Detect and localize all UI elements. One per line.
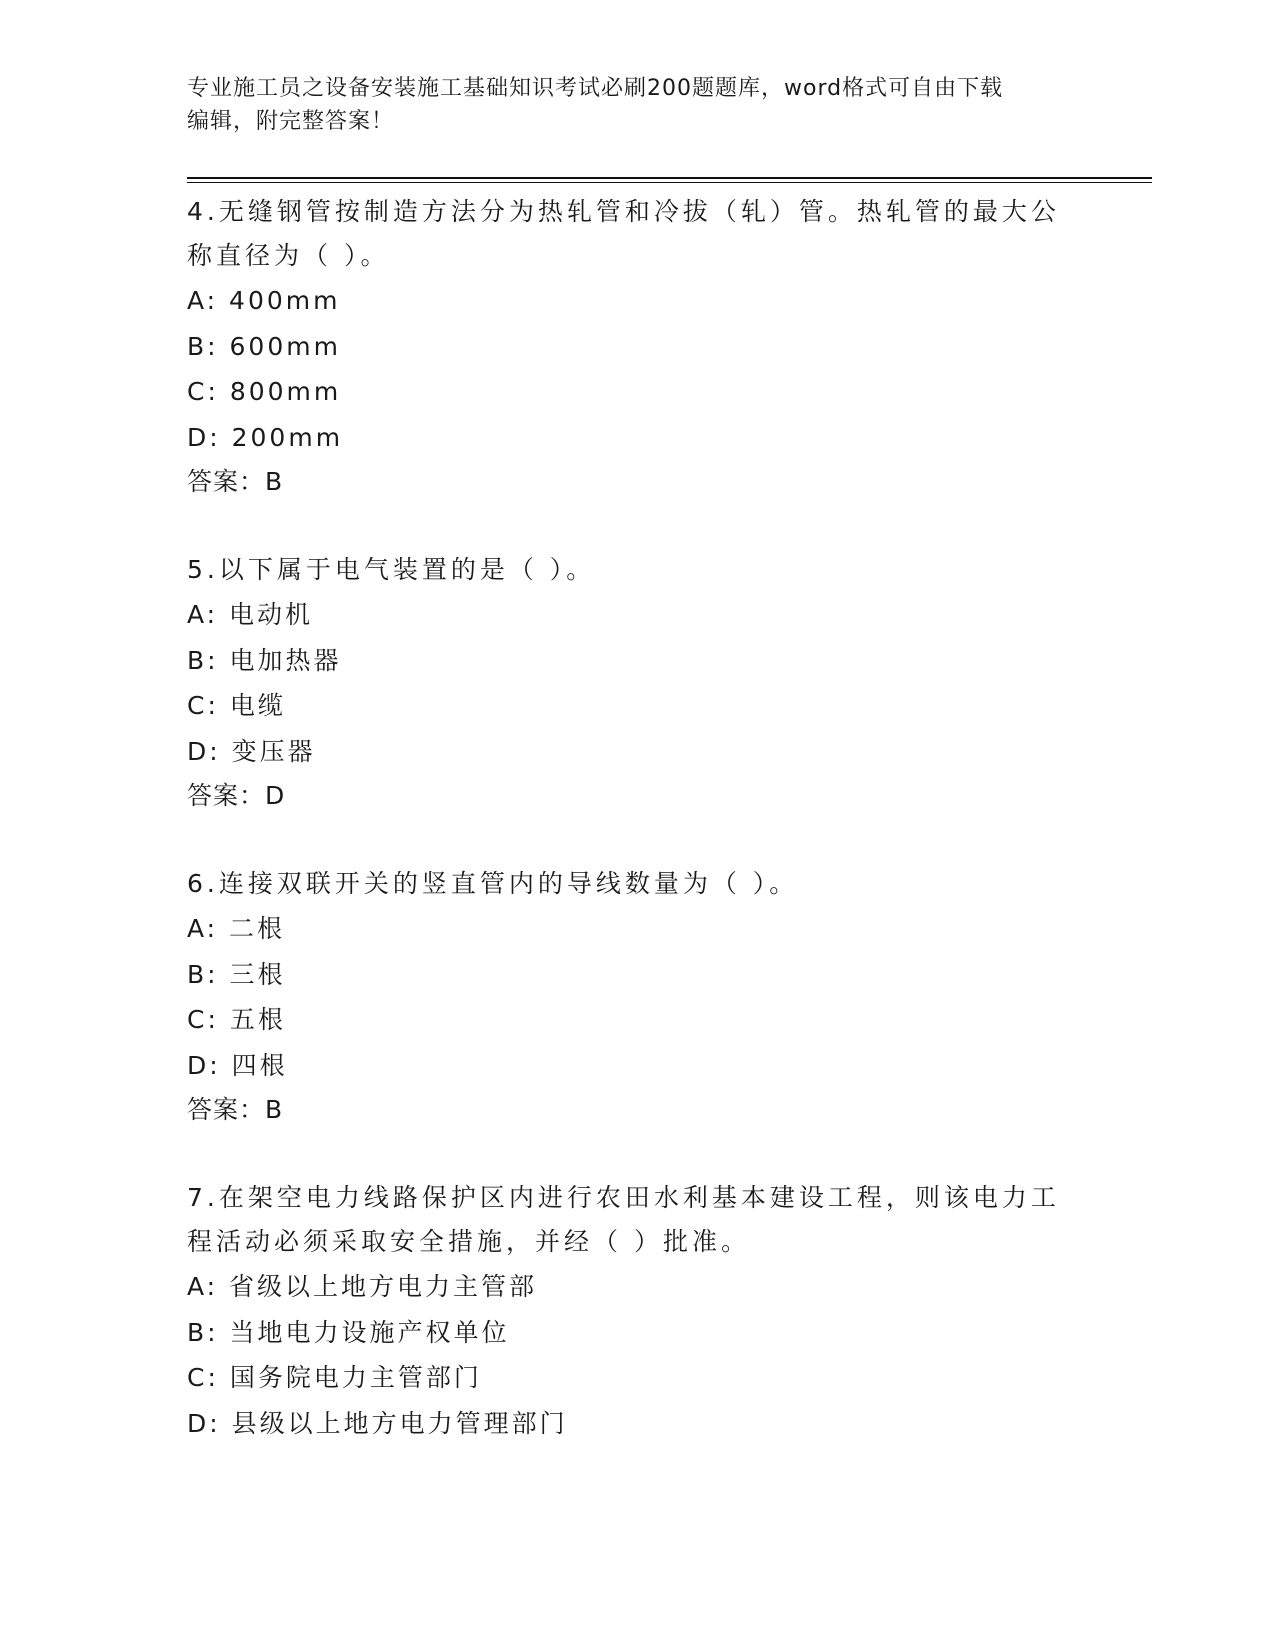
question-stem-line: 6.连接双联开关的竖直管内的导线数量为（ ）。 xyxy=(187,869,799,898)
option-a: A: 电动机 xyxy=(187,600,314,629)
option-b: B: 600mm xyxy=(187,331,341,361)
question-list xyxy=(187,190,1087,1490)
option-d: D: 200mm xyxy=(187,422,344,452)
option-c: C: 五根 xyxy=(187,1005,286,1034)
question-stem-line: 4.无缝钢管按制造方法分为热轧管和冷拔（轧）管。热轧管的最大公 xyxy=(187,197,1060,226)
question-stem-line: 程活动必须采取安全措施，并经（ ）批准。 xyxy=(187,1227,750,1256)
option-b: B: 当地电力设施产权单位 xyxy=(187,1317,510,1347)
option-a: A: 400mm xyxy=(187,286,341,315)
answer-label: 答案：B xyxy=(187,467,284,496)
question-7 xyxy=(187,1176,1087,1446)
option-c: C: 电缆 xyxy=(187,691,286,720)
question-stem-line: 称直径为（ ）。 xyxy=(187,241,390,270)
question-4 xyxy=(187,190,1087,504)
header-divider-thick xyxy=(187,177,1152,179)
option-d: D: 四根 xyxy=(187,1050,288,1080)
header-line-2: 编辑，附完整答案！ xyxy=(187,109,395,134)
question-stem-line: 5.以下属于电气装置的是（ ）。 xyxy=(187,555,596,584)
header-divider-thin xyxy=(187,182,1152,183)
option-d: D: 变压器 xyxy=(187,736,316,766)
option-b: B: 三根 xyxy=(187,959,286,989)
answer-label: 答案：B xyxy=(187,1095,284,1124)
question-6 xyxy=(187,862,1087,1132)
question-5 xyxy=(187,548,1087,818)
option-a: A: 二根 xyxy=(187,914,286,943)
option-b: B: 电加热器 xyxy=(187,645,342,675)
option-c: C: 800mm xyxy=(187,377,342,406)
answer-label: 答案：D xyxy=(187,781,286,810)
option-d: D: 县级以上地方电力管理部门 xyxy=(187,1408,568,1438)
option-a: A: 省级以上地方电力主管部 xyxy=(187,1272,538,1301)
option-c: C: 国务院电力主管部门 xyxy=(187,1363,482,1392)
document-header xyxy=(187,72,1087,138)
question-stem-line: 7.在架空电力线路保护区内进行农田水利基本建设工程，则该电力工 xyxy=(187,1183,1060,1212)
header-line-1: 专业施工员之设备安装施工基础知识考试必刷200题题库，word格式可自由下载 xyxy=(187,76,1004,101)
